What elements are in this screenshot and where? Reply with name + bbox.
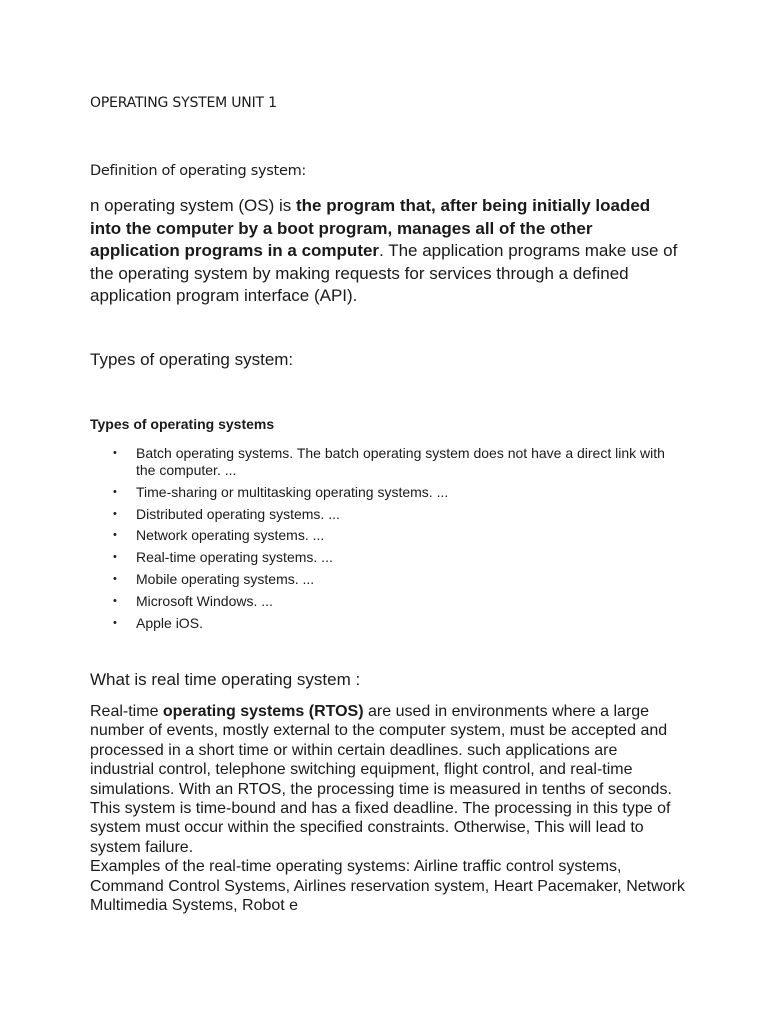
rtos-examples: Examples of the real-time operating systems: Airline traffic control systems, Command Control Systems, Airlines reservation system, Heart Pacemaker, Network Multimedia Systems, Robot e (90, 858, 685, 915)
types-list (90, 445, 685, 636)
list-item (113, 527, 685, 544)
list-item-text: Apple iOS. (136, 614, 203, 631)
list-item (113, 549, 685, 566)
bullet-icon: • (113, 551, 117, 564)
bullet-icon: • (113, 572, 117, 585)
bullet-icon: • (113, 507, 117, 520)
definition-intro: n operating system (OS) is (90, 196, 296, 215)
list-item (113, 483, 685, 501)
list-item (113, 570, 685, 588)
list-item-text: Network operating systems. ... (136, 527, 325, 544)
bullet-icon: • (113, 594, 117, 607)
list-item-text: Batch operating systems. The batch operating system does not have a direct link with the computer. ... (136, 445, 665, 478)
list-item (113, 592, 685, 610)
bullet-icon: • (113, 529, 117, 542)
list-item (113, 614, 685, 632)
bullet-icon: • (113, 616, 117, 629)
definition-rest: . The application programs make use of the operating system by making requests for services through a defined application program interface (API). (90, 241, 678, 305)
list-item (113, 505, 685, 523)
definition-bold-text: the program that, after being initially loaded into the computer by a boot program, manages all of the other application programs in a computer (90, 196, 651, 260)
rtos-body: are used in environments where a large number of events, mostly external to the computer system, must be accepted and processed in a short time or within certain deadlines. such applications are industrial control, telephone switching equipment, flight control, and real-time simulations. With an RTOS, the processing time is measured in tenths of seconds. This system is time-bound and has a fixed deadline. The processing in this type of system must occur within the specified constraints. Otherwise, This will lead to system failure. (90, 703, 672, 856)
types-heading: Types of operating system: (90, 350, 294, 369)
definition-paragraph (90, 195, 685, 308)
rtos-heading: What is real time operating system : (90, 670, 361, 689)
list-item-text: Microsoft Windows. ... (136, 592, 273, 609)
document-title: OPERATING SYSTEM UNIT 1 (90, 95, 277, 111)
list-item-text: Time-sharing or multitasking operating systems. ... (136, 483, 449, 500)
types-subheading: Types of operating systems (90, 416, 275, 432)
rtos-bold-text: operating systems (RTOS) (162, 703, 364, 720)
rtos-lead: Real-time (90, 703, 163, 720)
bullet-icon: • (113, 447, 117, 459)
list-item-text: Distributed operating systems. ... (136, 505, 340, 522)
definition-heading: Definition of operating system: (90, 163, 306, 179)
rtos-paragraph (90, 702, 685, 915)
bullet-icon: • (113, 485, 117, 498)
list-item-text: Real-time operating systems. ... (136, 549, 333, 566)
list-item-text: Mobile operating systems. ... (136, 570, 315, 587)
list-item (113, 445, 685, 479)
